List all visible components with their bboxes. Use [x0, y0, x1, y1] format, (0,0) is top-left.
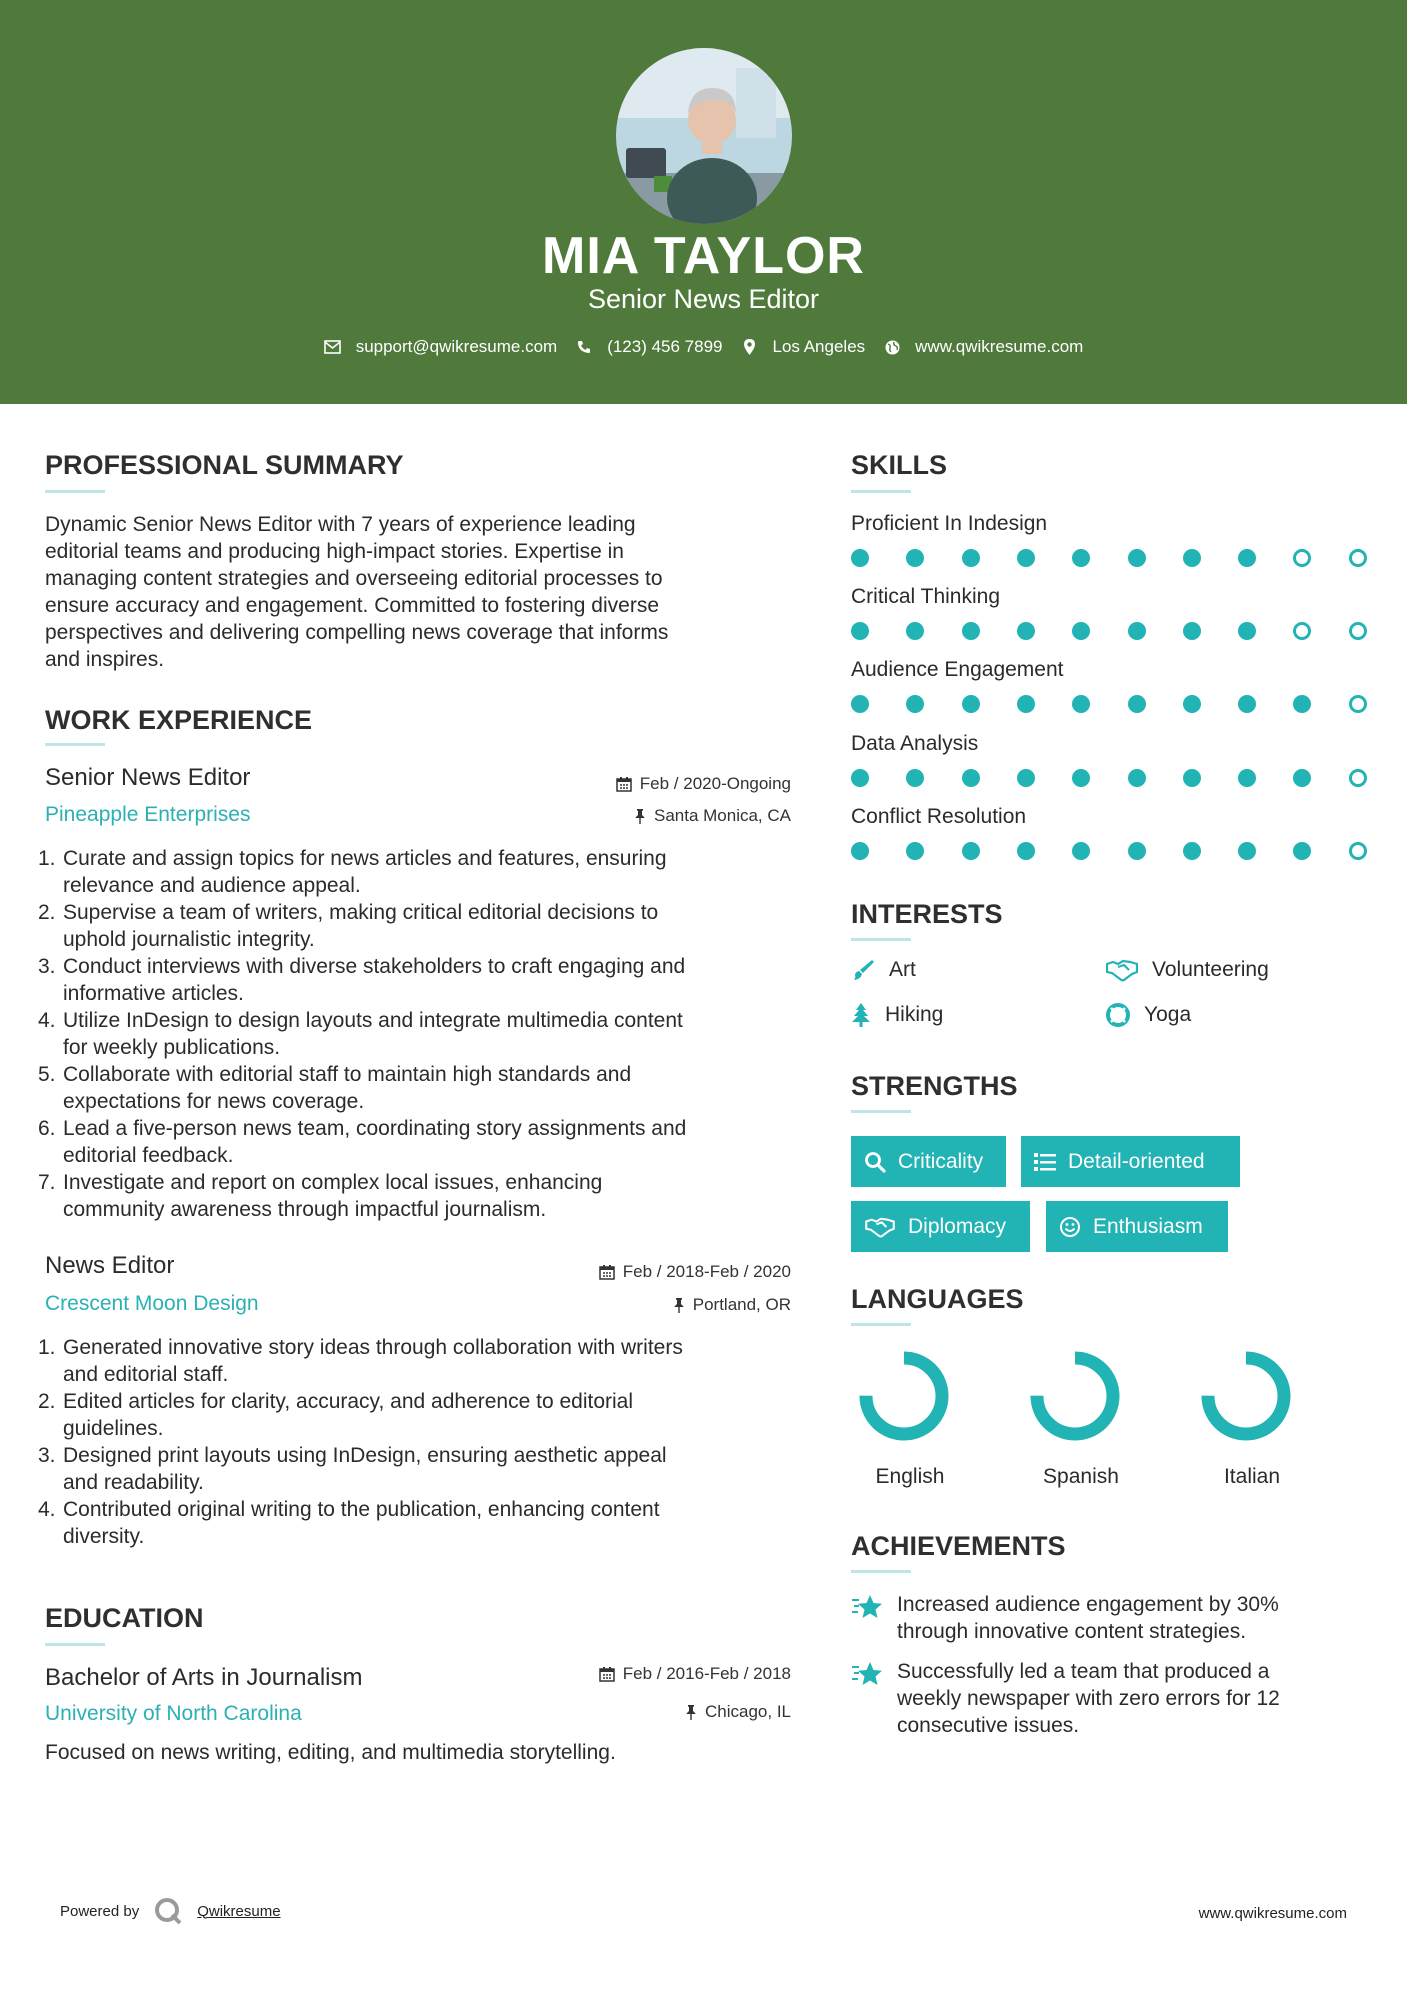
summary-line: managing content strategies and overseeing editorial processes to [45, 567, 663, 590]
list-item: 2. Supervise a team of writers, making critical editorial decisions to uphold journalistic integrity. [38, 901, 659, 951]
skill-dot-filled [1293, 769, 1311, 787]
strengths-heading: STRENGTHS [851, 1071, 1018, 1101]
contact-phone[interactable] [575, 337, 722, 357]
tree-icon [851, 1003, 871, 1027]
skill-dot-filled [851, 549, 869, 567]
skill-name: Proficient In Indesign [851, 512, 1048, 535]
languages-divider [851, 1323, 911, 1326]
skills-divider [851, 490, 911, 493]
languages-heading: LANGUAGES [851, 1284, 1024, 1314]
list-item: 3. Conduct interviews with diverse stakeholders to craft engaging and informative articles. [38, 955, 686, 1005]
skill-dot-filled [906, 769, 924, 787]
calendar-icon [616, 776, 632, 792]
skill-dot-filled [1072, 622, 1090, 640]
skill-rating [851, 622, 1371, 642]
summary-line: ensure accuracy and engagement. Committed to fostering diverse [45, 594, 659, 617]
skill-dot-empty [1293, 622, 1311, 640]
contact-website-text: www.qwikresume.com [915, 337, 1084, 356]
skill-dot-filled [906, 695, 924, 713]
skill-dot-filled [1238, 549, 1256, 567]
summary-heading: PROFESSIONAL SUMMARY [45, 450, 404, 480]
handshake-icon [1106, 958, 1138, 982]
list-item: 5. Collaborate with editorial staff to maintain high standards and expectations for news coverage. [38, 1063, 632, 1113]
skill-dot-filled [1128, 842, 1146, 860]
job-dates-text: Feb / 2020-Ongoing [639, 774, 791, 793]
strength-chip [851, 1201, 1030, 1252]
job-location [500, 1295, 791, 1315]
skill-dot-filled [962, 769, 980, 787]
skill-dot-filled [851, 769, 869, 787]
list-item: 1. Curate and assign topics for news articles and features, ensuring relevance and audience appeal. [38, 847, 667, 897]
job-dates [500, 774, 791, 794]
skills-heading: SKILLS [851, 450, 948, 480]
calendar-icon [599, 1666, 615, 1682]
skill-dot-filled [851, 695, 869, 713]
skill-dot-filled [906, 549, 924, 567]
job-title: News Editor [45, 1252, 175, 1279]
job-dates [500, 1262, 791, 1282]
language-level-ring [1027, 1348, 1123, 1444]
school-name[interactable]: University of North Carolina [45, 1702, 302, 1725]
skill-name: Conflict Resolution [851, 805, 1027, 828]
education-dates-text: Feb / 2016-Feb / 2018 [622, 1664, 791, 1683]
interest-item [851, 1003, 943, 1027]
skill-dot-filled [1238, 769, 1256, 787]
strength-label: Diplomacy [908, 1214, 1007, 1238]
strength-label: Detail-oriented [1068, 1149, 1205, 1173]
list-item: 6. Lead a five-person news team, coordinating story assignments and editorial feedback. [38, 1117, 687, 1167]
strengths-divider [851, 1110, 911, 1113]
skill-dot-filled [851, 622, 869, 640]
summary-line: editorial teams and producing high-impact stories. Expertise in [45, 540, 624, 563]
strength-label: Enthusiasm [1093, 1214, 1203, 1238]
language-label: Spanish [1043, 1465, 1119, 1488]
skill-dot-empty [1349, 622, 1367, 640]
contact-phone-text: (123) 456 7899 [607, 337, 723, 356]
language-level-ring [856, 1348, 952, 1444]
job-title: Senior News Editor [45, 764, 251, 791]
map-pin-icon [741, 338, 759, 356]
interest-item [1106, 958, 1269, 982]
company-name[interactable]: Crescent Moon Design [45, 1292, 259, 1315]
education-location [500, 1702, 791, 1722]
candidate-title: Senior News Editor [587, 284, 820, 314]
pushpin-icon [673, 1297, 685, 1313]
skill-dot-filled [1238, 695, 1256, 713]
lifebuoy-icon [1106, 1003, 1130, 1027]
education-divider [45, 1643, 105, 1646]
achievement-line: weekly newspaper with zero errors for 12 [897, 1687, 1280, 1710]
achievement-line: consecutive issues. [897, 1714, 1080, 1737]
strength-chip [1021, 1136, 1240, 1187]
skill-dot-filled [1238, 622, 1256, 640]
skill-dot-filled [1128, 622, 1146, 640]
footer-powered-by [60, 1896, 281, 1926]
handshake-icon [864, 1216, 896, 1238]
achievement-line: Successfully led a team that produced a [897, 1660, 1270, 1683]
skill-name: Audience Engagement [851, 658, 1064, 681]
contact-website[interactable] [883, 337, 1083, 357]
skill-dot-filled [1183, 769, 1201, 787]
language-level-ring [1198, 1348, 1294, 1444]
contact-email[interactable] [324, 337, 558, 357]
skill-dot-filled [1017, 622, 1035, 640]
skill-dot-empty [1349, 549, 1367, 567]
globe-icon [883, 338, 901, 356]
paintbrush-icon [851, 958, 875, 982]
skill-dot-filled [1238, 842, 1256, 860]
skill-dot-filled [851, 842, 869, 860]
star-icon [851, 1658, 883, 1690]
envelope-icon [324, 338, 342, 356]
interest-label: Art [889, 958, 916, 981]
skill-dot-filled [1072, 695, 1090, 713]
skill-dot-filled [1183, 842, 1201, 860]
phone-icon [575, 338, 593, 356]
skill-dot-filled [1017, 842, 1035, 860]
interest-label: Yoga [1144, 1003, 1192, 1026]
interest-label: Hiking [885, 1003, 944, 1026]
skill-dot-filled [1017, 549, 1035, 567]
achievement-item [851, 1658, 1321, 1739]
work-divider [45, 743, 105, 746]
skill-rating [851, 695, 1371, 715]
skill-dot-filled [1183, 695, 1201, 713]
interest-item [1106, 1003, 1191, 1027]
skill-dot-filled [1128, 549, 1146, 567]
strength-label: Criticality [898, 1149, 984, 1173]
company-name[interactable]: Pineapple Enterprises [45, 803, 251, 826]
list-icon [1034, 1152, 1056, 1172]
list-item: 3. Designed print layouts using InDesign, ensuring aesthetic appeal and readability. [38, 1444, 667, 1494]
job-location [500, 806, 791, 826]
skill-dot-filled [962, 622, 980, 640]
skill-dot-filled [1017, 769, 1035, 787]
pushpin-icon [634, 808, 646, 824]
job-location-text: Portland, OR [692, 1295, 791, 1314]
skill-rating [851, 549, 1371, 569]
summary-text [45, 511, 785, 673]
work-heading: WORK EXPERIENCE [45, 705, 313, 735]
list-item: 1. Generated innovative story ideas through collaboration with writers and editorial staff. [38, 1336, 683, 1386]
achievement-line: Increased audience engagement by 30% [897, 1593, 1279, 1616]
qwikresume-link[interactable]: Qwikresume [197, 1902, 281, 1920]
skill-dot-filled [1183, 549, 1201, 567]
skill-dot-filled [1293, 842, 1311, 860]
interest-label: Volunteering [1152, 958, 1269, 981]
skill-dot-empty [1349, 842, 1367, 860]
interests-heading: INTERESTS [851, 899, 1003, 929]
search-icon [864, 1151, 886, 1173]
job-location-text: Santa Monica, CA [653, 806, 791, 825]
achievements-divider [851, 1570, 911, 1573]
skill-dot-filled [906, 842, 924, 860]
skill-dot-filled [1072, 549, 1090, 567]
list-item: 4. Contributed original writing to the publication, enhancing content diversity. [38, 1498, 660, 1548]
summary-line: perspectives and delivering compelling news coverage that informs [45, 621, 669, 644]
interests-divider [851, 938, 911, 941]
skill-dot-filled [1072, 769, 1090, 787]
skill-dot-empty [1349, 769, 1367, 787]
profile-photo [612, 44, 796, 228]
list-item: 2. Edited articles for clarity, accuracy, and adherence to editorial guidelines. [38, 1390, 634, 1440]
powered-by-label: Powered by [60, 1902, 140, 1920]
skill-dot-empty [1349, 695, 1367, 713]
skill-dot-filled [962, 695, 980, 713]
skill-dot-filled [1293, 695, 1311, 713]
contact-bar [0, 337, 1407, 357]
contact-email-text: support@qwikresume.com [355, 337, 558, 356]
contact-location-text: Los Angeles [772, 337, 866, 356]
job-responsibilities [38, 1334, 805, 1550]
candidate-name: MIA TAYLOR [542, 227, 865, 285]
skill-dot-filled [1128, 769, 1146, 787]
skill-dot-empty [1293, 549, 1311, 567]
pushpin-icon [685, 1704, 697, 1720]
star-icon [851, 1591, 883, 1623]
achievements-heading: ACHIEVEMENTS [851, 1531, 1066, 1561]
resume-header [0, 0, 1407, 404]
contact-location [741, 337, 866, 357]
qwikresume-logo-icon [153, 1896, 183, 1926]
skill-dot-filled [1072, 842, 1090, 860]
degree-title: Bachelor of Arts in Journalism [45, 1664, 363, 1691]
education-description: Focused on news writing, editing, and multimedia storytelling. [45, 1741, 616, 1764]
education-location-text: Chicago, IL [705, 1702, 791, 1721]
list-item: 4. Utilize InDesign to design layouts and integrate multimedia content for weekly publications. [38, 1009, 683, 1059]
smile-icon [1059, 1216, 1081, 1238]
job-dates-text: Feb / 2018-Feb / 2020 [622, 1262, 791, 1281]
calendar-icon [599, 1264, 615, 1280]
summary-line: and inspires. [45, 648, 165, 671]
summary-divider [45, 490, 105, 493]
strength-chip [1046, 1201, 1228, 1252]
list-item: 7. Investigate and report on complex local issues, enhancing community awareness through impactful journalism. [38, 1171, 603, 1221]
job-responsibilities [38, 845, 805, 1223]
skill-name: Data Analysis [851, 732, 979, 755]
language-label: Italian [1223, 1465, 1281, 1488]
skill-dot-filled [962, 549, 980, 567]
skill-rating [851, 769, 1371, 789]
skill-dot-filled [962, 842, 980, 860]
summary-line: Dynamic Senior News Editor with 7 years of experience leading [45, 513, 636, 536]
achievement-line: through innovative content strategies. [897, 1620, 1247, 1643]
education-heading: EDUCATION [45, 1603, 204, 1633]
strength-chip [851, 1136, 1006, 1187]
skill-dot-filled [1183, 622, 1201, 640]
skill-dot-filled [1017, 695, 1035, 713]
skill-rating [851, 842, 1371, 862]
achievement-item [851, 1591, 1321, 1645]
footer-url[interactable]: www.qwikresume.com [1198, 1905, 1347, 1922]
interest-item [851, 958, 916, 982]
skill-name: Critical Thinking [851, 585, 1000, 608]
skill-dot-filled [1128, 695, 1146, 713]
skill-dot-filled [906, 622, 924, 640]
language-label: English [875, 1465, 945, 1488]
education-dates [500, 1664, 791, 1684]
